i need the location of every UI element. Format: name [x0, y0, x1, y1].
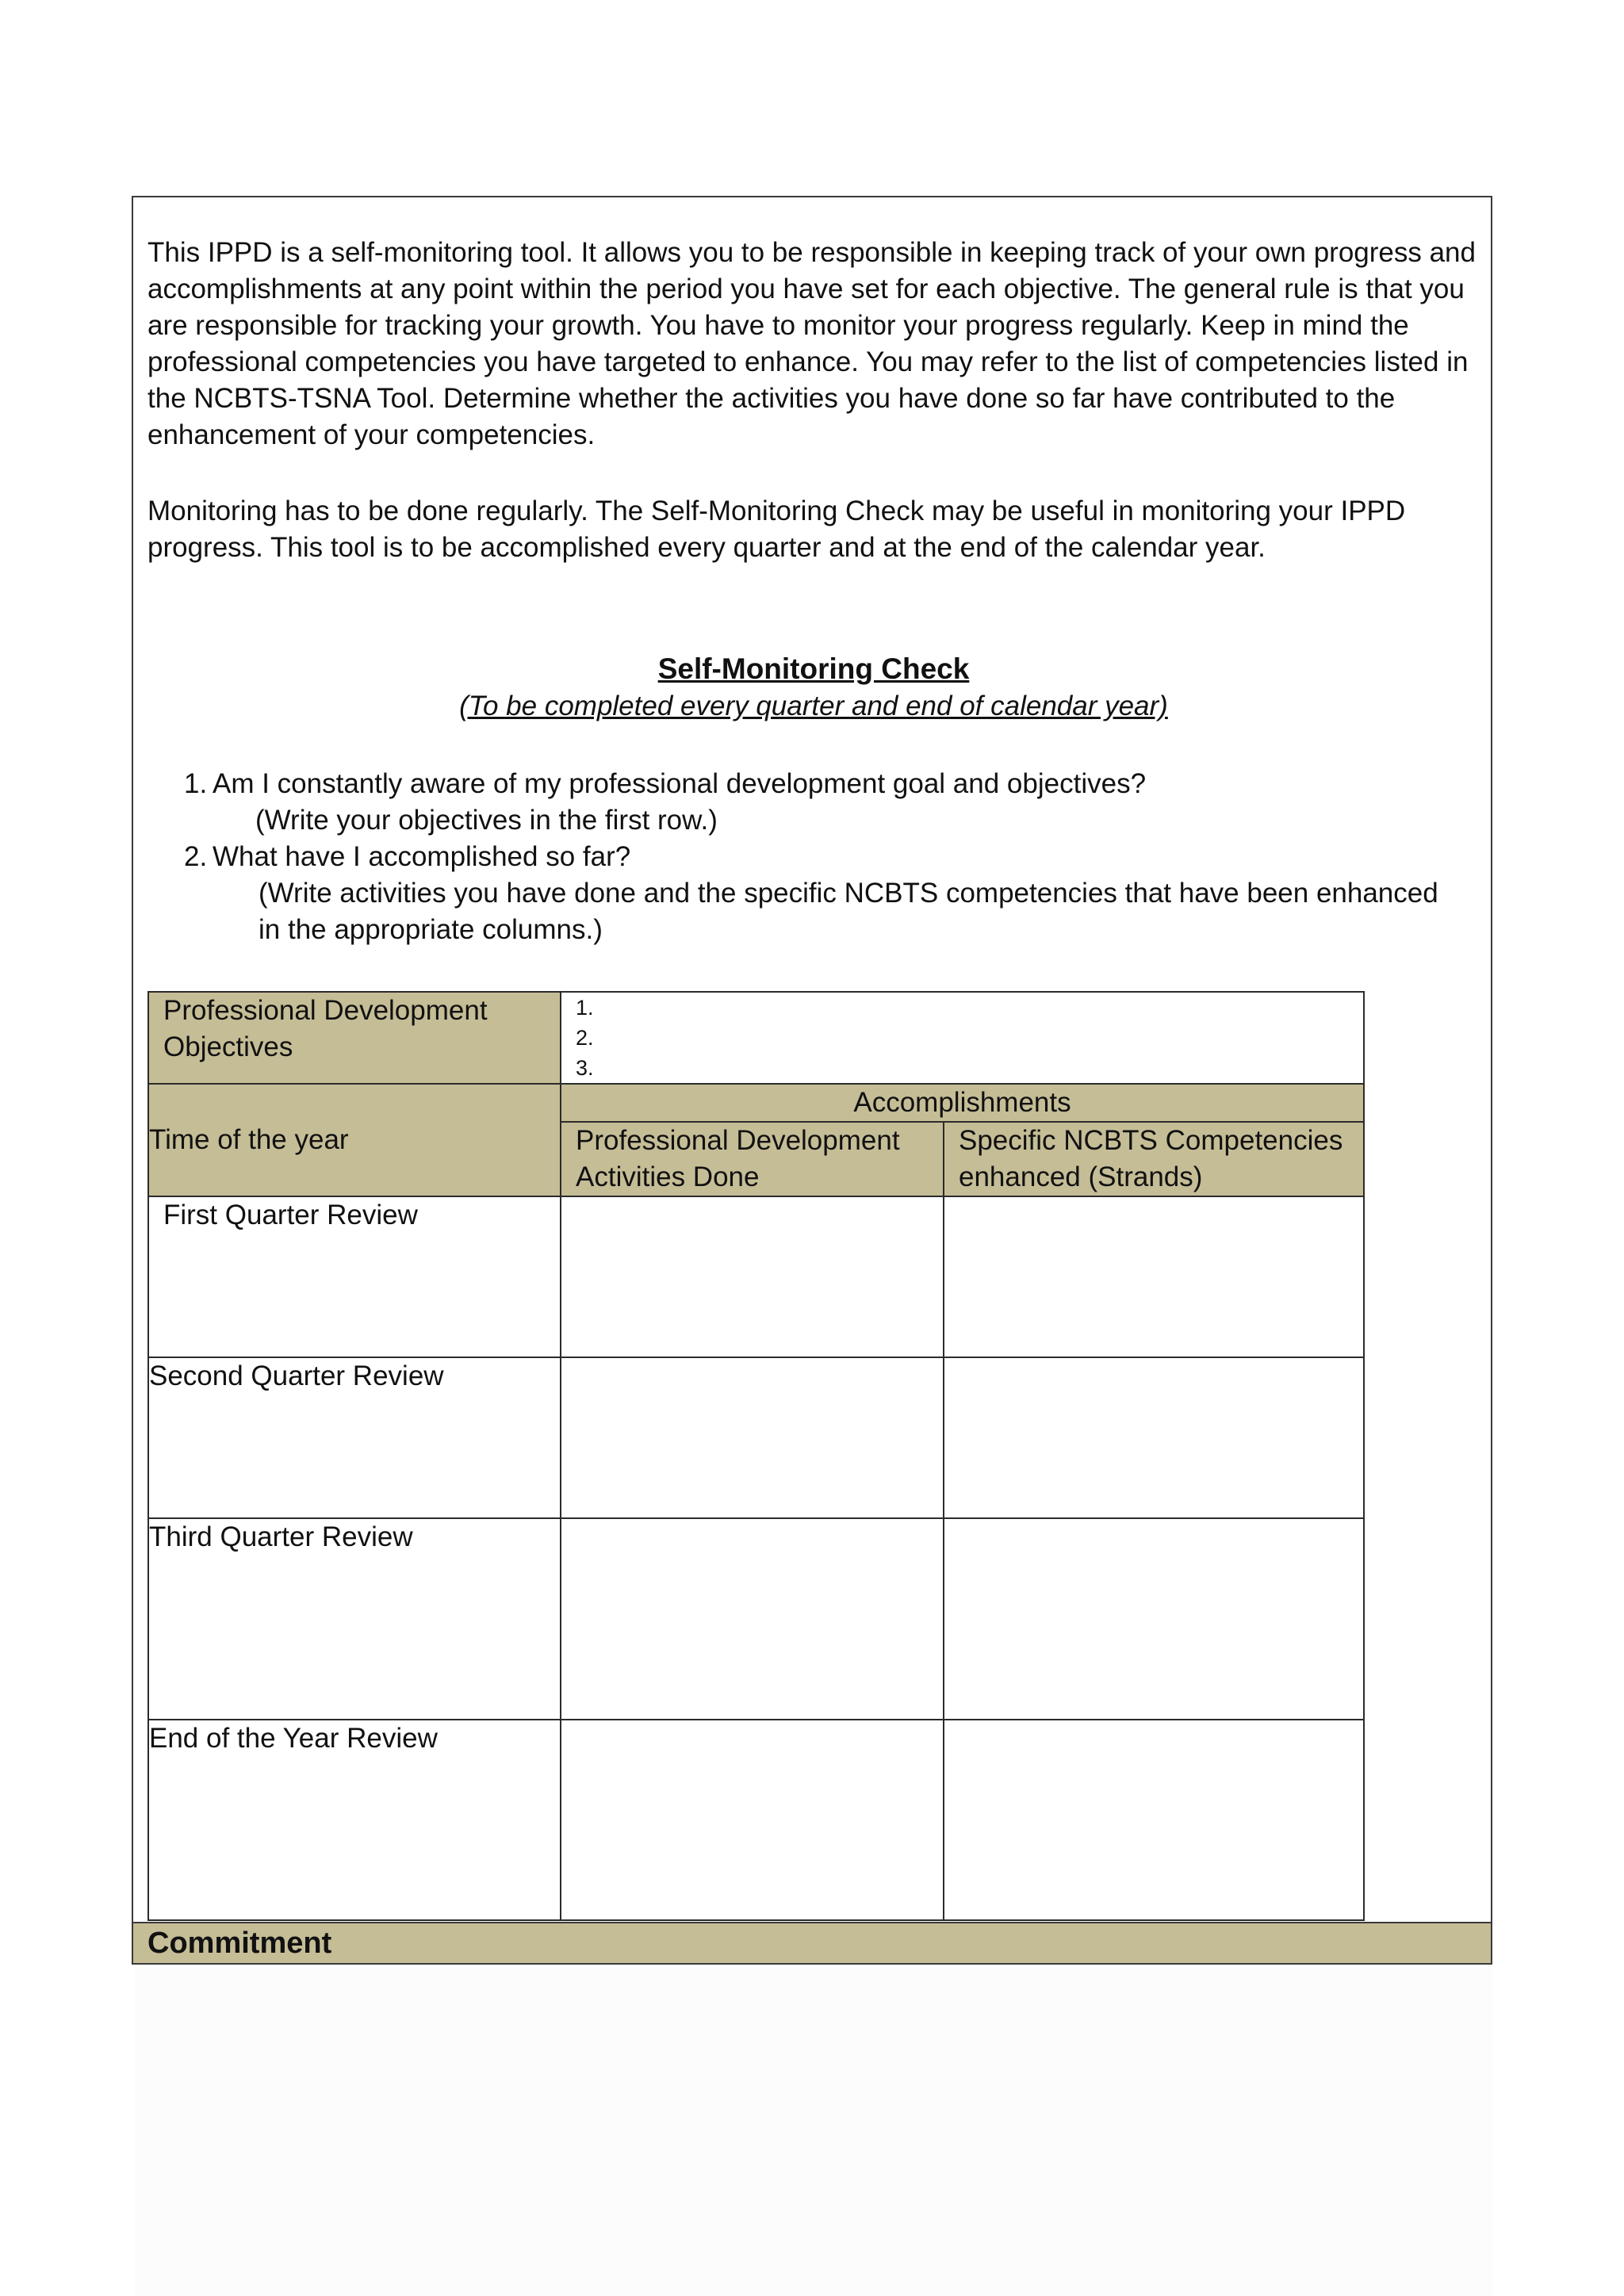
commitment-label: Commitment [147, 1927, 332, 1960]
activities-entry-cell[interactable] [561, 1518, 944, 1720]
review-label: Second Quarter Review [149, 1360, 444, 1391]
time-of-year-label: Time of the year [149, 1124, 349, 1155]
review-label: First Quarter Review [163, 1200, 418, 1230]
check-heading [147, 650, 1480, 725]
question-number: 1. [184, 768, 208, 799]
activities-done-header [561, 1122, 944, 1196]
competencies-label: Specific NCBTS Competencies enhanced (Strands) [959, 1125, 1343, 1192]
question-text: Am I constantly aware of my professional development goal and objectives? [213, 768, 1147, 799]
objectives-entry-cell[interactable] [561, 992, 1364, 1084]
review-label-cell [148, 1518, 561, 1720]
review-label: End of the Year Review [149, 1723, 438, 1754]
question-hint: (Write your objectives in the first row.) [255, 805, 718, 836]
accomplishments-header [561, 1084, 1364, 1122]
time-of-year-header [148, 1084, 561, 1196]
check-subtitle: (To be completed every quarter and end of calendar year) [459, 691, 1168, 721]
objective-number: 2. [576, 1026, 594, 1050]
review-label-cell [148, 1720, 561, 1920]
activities-entry-cell[interactable] [561, 1720, 944, 1920]
question-list [184, 766, 1484, 948]
intro-paragraph-2: Monitoring has to be done regularly. The Self-Monitoring Check may be useful in monitoring your IPPD progress. This tool is to be accomplished every quarter and at the end of the calendar year. [147, 496, 1406, 563]
check-title: Self-Monitoring Check [657, 652, 970, 685]
intro-paragraph-1: This IPPD is a self-monitoring tool. It allows you to be responsible in keeping track of your own progress and accomplishments at any point within the period you have set for each objective. The general rule is that you are responsible for tracking your growth. You have to monitor your progress regularly. Keep in mind the professional competencies you have targeted to enhance. You may refer to the list of competencies listed in the NCBTS-TSNA Tool. Determine whether the activities you have done so far have contributed to the enhancement of your competencies. [147, 237, 1476, 450]
competencies-entry-cell[interactable] [944, 1357, 1364, 1518]
competencies-header [944, 1122, 1364, 1196]
question-item [184, 839, 1484, 875]
activities-entry-cell[interactable] [561, 1357, 944, 1518]
question-item [184, 766, 1484, 802]
question-number: 2. [184, 841, 208, 872]
commitment-header [132, 1922, 1492, 1965]
competencies-entry-cell[interactable] [944, 1518, 1364, 1720]
question-text: What have I accomplished so far? [213, 841, 631, 872]
activities-entry-cell[interactable] [561, 1196, 944, 1357]
objective-number: 1. [576, 996, 594, 1020]
review-label-cell [148, 1357, 561, 1518]
competencies-entry-cell[interactable] [944, 1196, 1364, 1357]
intro-section [147, 235, 1480, 566]
question-hint: (Write activities you have done and the specific NCBTS competencies that have been enhanced in the appropriate columns.) [259, 878, 1438, 945]
review-label: Third Quarter Review [149, 1521, 413, 1552]
accomplishments-label: Accomplishments [853, 1087, 1071, 1118]
objectives-label: Professional Development Objectives [163, 995, 488, 1062]
objectives-label-cell [148, 992, 561, 1084]
self-monitoring-table [147, 991, 1365, 1921]
competencies-entry-cell[interactable] [944, 1720, 1364, 1920]
review-label-cell [148, 1196, 561, 1357]
activities-done-label: Professional Development Activities Done [576, 1125, 900, 1192]
objective-number: 3. [576, 1056, 594, 1080]
